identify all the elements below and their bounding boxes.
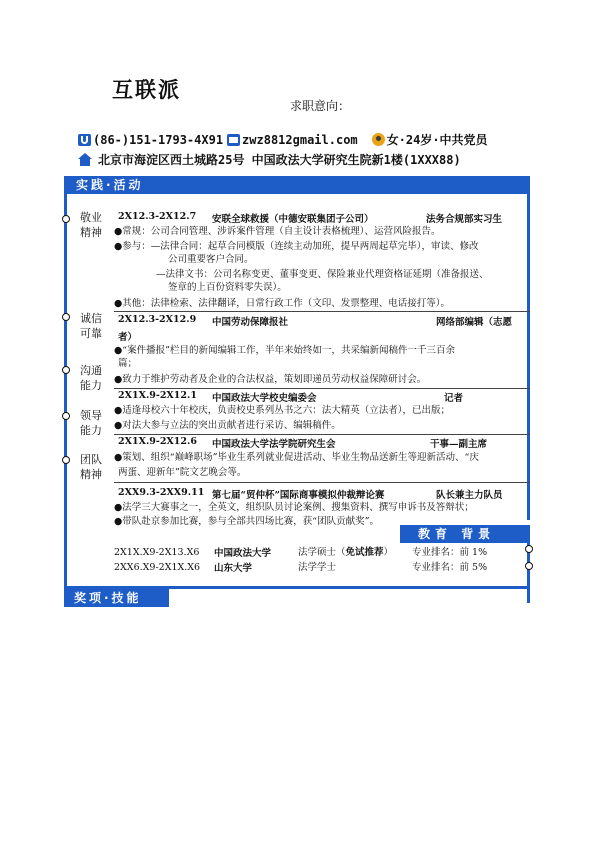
email-icon: [227, 134, 240, 146]
exp-line: 签章的上百份资料零失误）。: [168, 282, 287, 293]
exp-line: ●带队赴京参加比赛，参与全部共四场比赛，获“团队贡献奖”。: [114, 516, 380, 527]
exp-role: 记者: [444, 393, 464, 404]
exp-line: ●法学三大赛事之一，全英文，组织队员讨论案例、搜集资料、撰写申诉书及答辩状；: [114, 502, 474, 513]
exp-org: 第七届“贸仲杯”国际商事模拟仲裁辩论赛: [212, 490, 385, 501]
timeline-dot: [62, 456, 70, 464]
exp-line: 公司重要客户合同。: [168, 254, 254, 265]
home-icon: [78, 153, 92, 166]
exp-role: 法务合规部实习生: [426, 214, 503, 225]
exp-line: ●适逢母校六十年校庆，负责校史系列丛书之六：法大精英（立法者），已出版；: [114, 405, 451, 416]
phone-number: (86-)151-1793-4X91: [93, 132, 224, 147]
resume-name: 互联派: [112, 78, 181, 102]
exp-date: 2X1X.9-2X12.6: [118, 436, 197, 447]
timeline-dot: [62, 412, 70, 420]
edu-rank: 专业排名：前 1%: [412, 547, 488, 558]
exp-line: ●“案件播报”栏目的新闻编辑工作，半年来始终如一，共采编新闻稿件一千三百余: [114, 345, 456, 356]
email-address: zwz8812gmail.com: [242, 132, 358, 147]
tag-dedication: 敬业 精神: [80, 211, 102, 239]
exp-line: ●其他：法律检索、法律翻译，日常行政工作（文印、发票整理、电话接打等）。: [114, 298, 451, 309]
exp-org: 中国劳动保障报社: [212, 317, 289, 328]
divider: [114, 388, 530, 389]
edu-degree: 法学硕士（免试推荐）: [298, 547, 394, 558]
tag-leadership: 领导 能力: [80, 409, 102, 437]
exp-line: ●对法大参与立法的突出贡献者进行采访、编辑稿件。: [114, 420, 341, 431]
section-education-header: 教育 背景: [400, 525, 530, 543]
divider: [114, 311, 530, 312]
timeline-dot: [62, 313, 70, 321]
exp-date: 2X1X.9-2X12.1: [118, 390, 197, 401]
address-text: 北京市海淀区西土城路25号 中国政法大学研究生院新1楼(1XXX88): [98, 153, 461, 167]
exp-org: 中国政法大学法学院研究生会: [212, 439, 336, 450]
exp-line: ●参与：—法律合同：起草合同模版（连续主动加班，提早两周起草完毕），审读、修改: [114, 241, 479, 252]
timeline-dot: [525, 562, 533, 570]
exp-role: 队长兼主力队员: [436, 490, 503, 501]
exp-line: 篇；: [118, 358, 138, 369]
section-practice-header: 实践·活动: [64, 176, 530, 194]
exp-line: ●策划、组织“巅峰职场”毕业生系列就业促进活动、毕业生物品送新生等迎新活动、“庆: [114, 452, 479, 463]
timeline-dot: [62, 215, 70, 223]
exp-role: 干事—副主席: [430, 439, 488, 450]
contact-line: [78, 131, 488, 148]
phone-icon: [78, 134, 91, 146]
timeline-dot: [62, 366, 70, 374]
exp-role: 网络部编辑（志愿: [436, 317, 513, 328]
exp-line: —法律文书：公司名称变更、董事变更、保险兼业代理资格证延期（准备报送、: [156, 269, 489, 280]
address-line: [78, 151, 461, 168]
exp-line: 两蛋、迎新年”院文艺晚会等。: [118, 467, 247, 478]
left-timeline: [64, 194, 67, 605]
edu-date: 2X1X.X9-2X13.X6: [114, 547, 200, 558]
exp-line: ●致力于维护劳动者及企业的合法权益，策划即递员劳动权益保障研讨会。: [114, 374, 427, 385]
exp-org: 安联全球救援（中德安联集团子公司）: [212, 214, 374, 225]
section-awards-header: 奖项·技能: [64, 589, 169, 607]
right-timeline: [527, 194, 530, 520]
divider: [114, 482, 530, 483]
edu-rank: 专业排名：前 5%: [412, 562, 488, 573]
tag-teamwork: 团队 精神: [80, 453, 102, 481]
edu-school: 山东大学: [214, 563, 253, 574]
edu-date: 2XX6.X9-2X1X.X6: [114, 562, 201, 573]
edu-degree: 法学学士: [298, 562, 337, 573]
tag-integrity: 诚信 可靠: [80, 312, 102, 340]
exp-date: 2XX9.3-2XX9.11: [118, 487, 205, 498]
edu-school: 中国政法大学: [214, 548, 272, 559]
job-objective: 求职意向：: [290, 99, 351, 113]
divider: [114, 434, 530, 435]
exp-date: 2X12.3-2X12.9: [118, 314, 197, 325]
profile-icon: [372, 133, 385, 146]
profile-info: 女·24岁·中共党员: [386, 133, 488, 147]
timeline-dot: [525, 545, 533, 553]
exp-date: 2X12.3-2X12.7: [118, 211, 197, 222]
exp-role-cont: 者）: [118, 332, 138, 343]
exp-org: 中国政法大学校史编委会: [212, 393, 317, 404]
tag-communication: 沟通 能力: [80, 364, 102, 392]
exp-line: ●常规：公司合同管理、涉诉案件管理（自主设计表格梳理）、运营风险报告。: [114, 226, 441, 237]
